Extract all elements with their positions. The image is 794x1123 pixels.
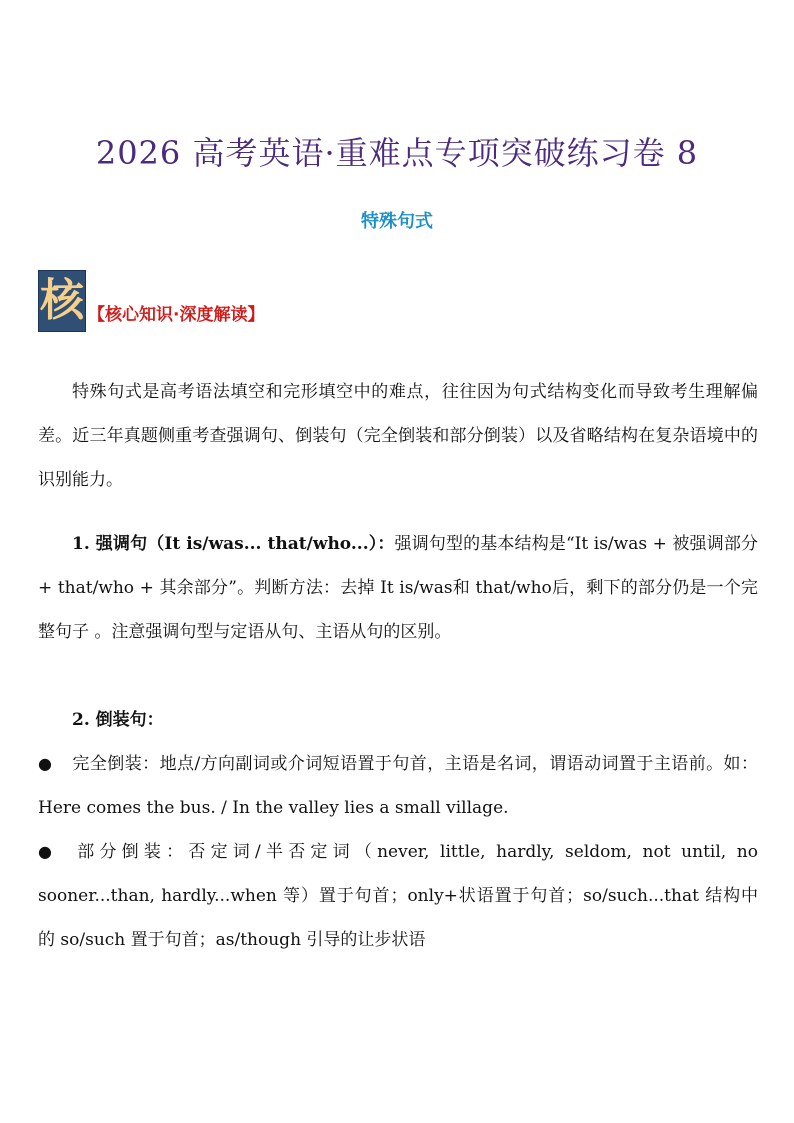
bullet-marker: ●	[38, 842, 52, 861]
point-1-heading: 1. 强调句（It is/was... that/who...）：	[72, 534, 395, 554]
bullet-partial-inversion	[38, 830, 758, 962]
point-2-heading: 2. 倒装句：	[72, 710, 164, 730]
bullet-full-inversion	[38, 742, 758, 830]
intro-paragraph: 特殊句式是高考语法填空和完形填空中的难点，往往因为句式结构变化而导致考生理解偏差。近三年真题侧重考查强调句、倒装句（完全倒装和部分倒装）以及省略结构在复杂语境中的识别能力。	[38, 382, 758, 490]
point-1-paragraph	[38, 522, 758, 654]
point-1-body: 强调句型的基本结构是“It is/was + 被强调部分 + that/who + 其余部分”。判断方法：去掉 It is/was和 that/who后，剩下的部分仍是一个完整句子 。注意强调句型与定语从句、主语从句的区别。	[38, 534, 758, 642]
page-title: 2026 高考英语·重难点专项突破练习卷 8	[95, 134, 699, 172]
bullet-marker: ●	[38, 754, 52, 773]
section-badge: 核	[38, 270, 86, 332]
page-subtitle: 特殊句式	[361, 211, 433, 232]
section-title: 【核心知识·深度解读】	[88, 305, 265, 325]
bullet-text: 完全倒装：地点/方向副词或介词短语置于句首，主语是名词，谓语动词置于主语前。如：Here comes the bus. / In the valley lies a small village.	[38, 754, 758, 818]
bullet-text: 部分倒装：否定词/半否定词（never, little, hardly, seldom, not until, no sooner...than, hardly...when 等）置于句首；only+状语置于句首；so/such...that 结构中的 so/such 置于句首；as/though 引导的让步状语	[38, 842, 758, 950]
